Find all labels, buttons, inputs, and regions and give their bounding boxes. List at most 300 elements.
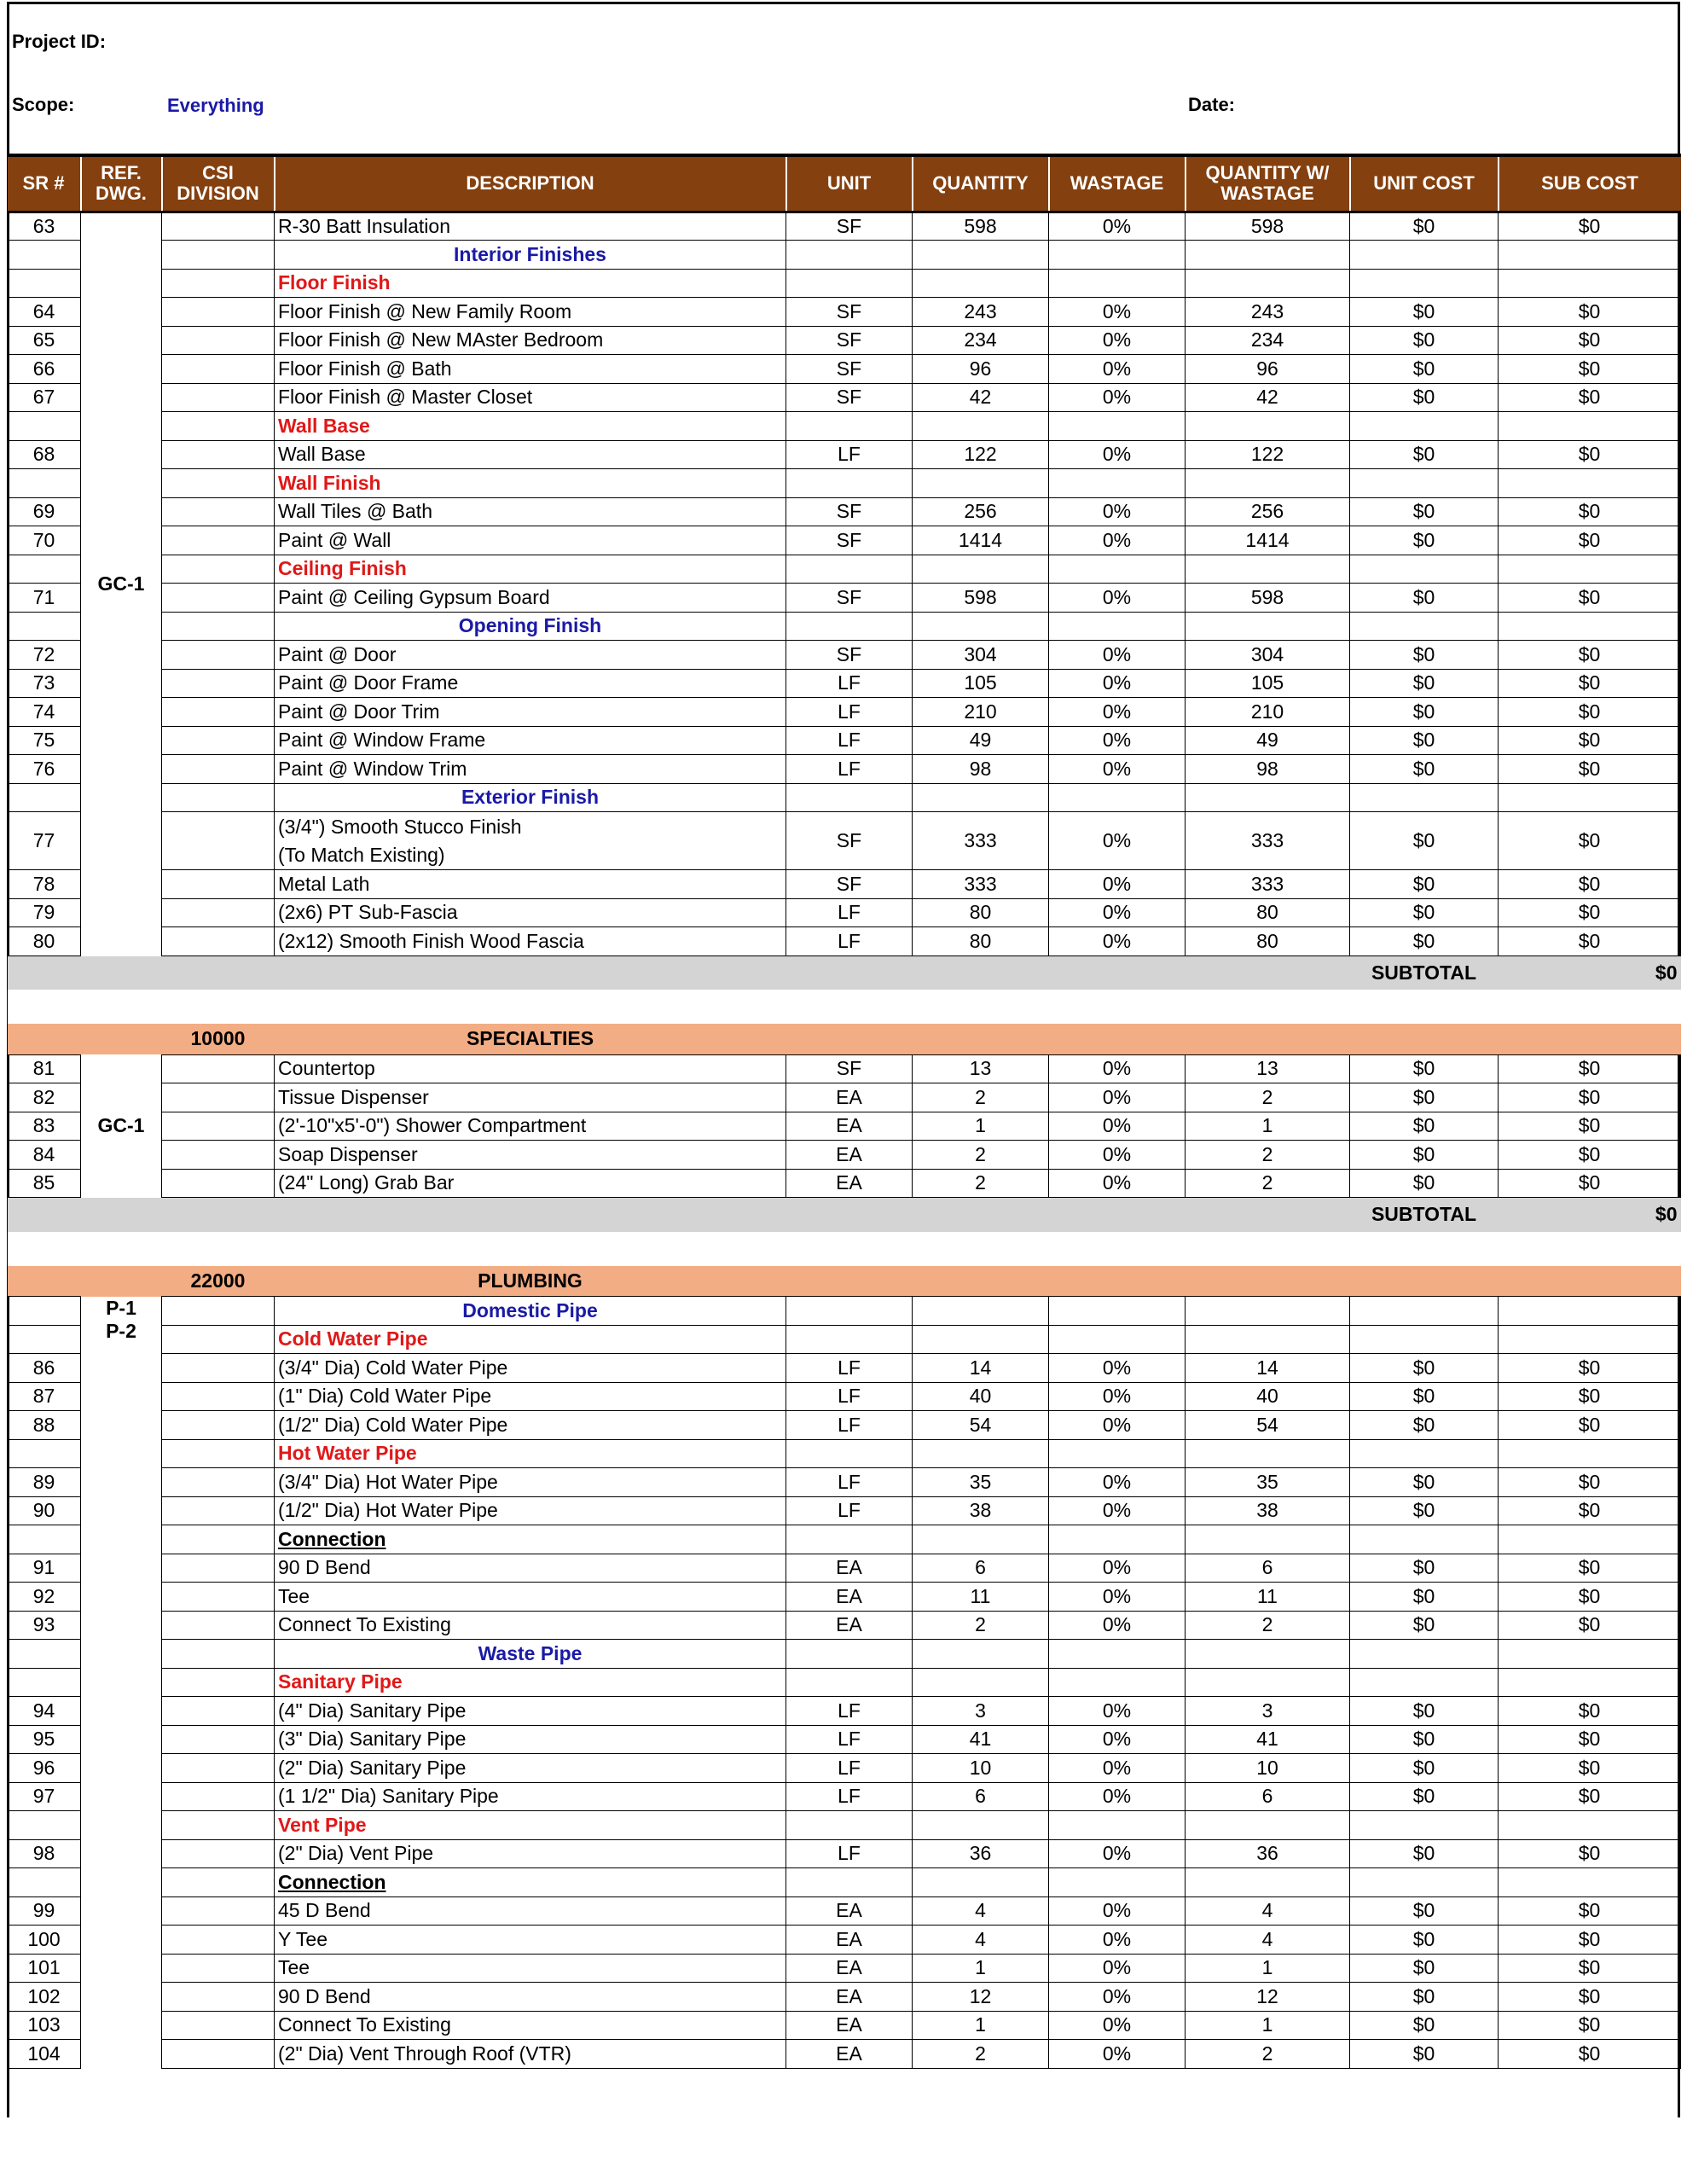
- category-label: [275, 1439, 786, 1468]
- sub-cost-cell: $0: [1499, 1141, 1681, 1170]
- description-text: (4" Dia) Sanitary Pipe: [278, 1699, 467, 1722]
- ref-dwg-label: P-1: [106, 1296, 136, 1319]
- sub-cost-cell: $0: [1499, 927, 1681, 956]
- section-blank: [81, 1266, 162, 1297]
- csi-cell: [162, 241, 275, 270]
- category-label: [275, 1868, 786, 1897]
- description-text: Connection: [278, 1870, 386, 1893]
- table-row: [8, 2011, 1681, 2040]
- subtotal-group: [8, 1198, 1681, 1232]
- subtotal-row: [8, 956, 1681, 990]
- quantity-cell: [913, 469, 1049, 498]
- unit-cost-cell: $0: [1350, 1382, 1499, 1411]
- unit-cost-cell: $0: [1350, 1468, 1499, 1497]
- wastage-cell: 0%: [1049, 669, 1186, 698]
- quantity-cell: 1: [913, 2011, 1049, 2040]
- quantity-w-wastage-cell: [1186, 1525, 1350, 1554]
- unit-cost-cell: $0: [1350, 1697, 1499, 1726]
- quantity-w-wastage-cell: 38: [1186, 1496, 1350, 1525]
- csi-cell: [162, 555, 275, 584]
- quantity-w-wastage-cell: 2: [1186, 1169, 1350, 1198]
- col-quantity-w-wastage: [1186, 155, 1350, 212]
- csi-cell: [162, 1382, 275, 1411]
- description-text: Connect To Existing: [278, 2013, 451, 2036]
- description-cell: [275, 1554, 786, 1583]
- csi-cell: [162, 412, 275, 441]
- wastage-cell: 0%: [1049, 2011, 1186, 2040]
- table-row: [8, 1839, 1681, 1868]
- subtotal-label: SUBTOTAL: [1350, 1198, 1499, 1232]
- sr-cell: [8, 1325, 81, 1354]
- sr-cell: 93: [8, 1611, 81, 1640]
- unit-cell: [786, 1439, 913, 1468]
- sr-cell: 100: [8, 1926, 81, 1955]
- unit-cost-cell: $0: [1350, 669, 1499, 698]
- unit-cost-cell: $0: [1350, 1583, 1499, 1612]
- unit-cell: SF: [786, 812, 913, 870]
- section-blank: [81, 1024, 162, 1054]
- quantity-cell: 80: [913, 927, 1049, 956]
- quantity-w-wastage-cell: 40: [1186, 1382, 1350, 1411]
- sr-cell: 88: [8, 1411, 81, 1440]
- description-cell: [275, 1054, 786, 1083]
- quantity-w-wastage-cell: 13: [1186, 1054, 1350, 1083]
- unit-cell: LF: [786, 1468, 913, 1497]
- csi-cell: [162, 1325, 275, 1354]
- unit-cost-cell: [1350, 469, 1499, 498]
- csi-cell: [162, 726, 275, 755]
- section-blank: [1499, 1024, 1681, 1054]
- unit-cell: [786, 412, 913, 441]
- quantity-cell: 304: [913, 641, 1049, 670]
- sr-cell: [8, 1668, 81, 1697]
- items-group: [8, 1297, 1681, 2069]
- sub-cost-cell: $0: [1499, 526, 1681, 555]
- csi-cell: [162, 469, 275, 498]
- quantity-w-wastage-cell: 234: [1186, 326, 1350, 355]
- description-cell: [275, 1112, 786, 1141]
- category-label: [275, 1668, 786, 1697]
- sub-cost-cell: [1499, 241, 1681, 270]
- section-blank: [1499, 1266, 1681, 1297]
- quantity-cell: 6: [913, 1782, 1049, 1811]
- csi-cell: [162, 1297, 275, 1326]
- table-row: [8, 1141, 1681, 1170]
- sr-cell: 78: [8, 870, 81, 899]
- quantity-w-wastage-cell: 11: [1186, 1583, 1350, 1612]
- quantity-w-wastage-cell: 80: [1186, 898, 1350, 927]
- unit-cost-cell: $0: [1350, 870, 1499, 899]
- description-cell: [275, 1697, 786, 1726]
- sr-cell: 82: [8, 1083, 81, 1112]
- description-cell: [275, 927, 786, 956]
- description-text: Tissue Dispenser: [278, 1085, 429, 1108]
- wastage-cell: [1049, 269, 1186, 298]
- csi-cell: [162, 927, 275, 956]
- description-text: Paint @ Window Frame: [278, 729, 486, 752]
- description-text: Tee: [278, 1956, 310, 1979]
- unit-cell: LF: [786, 726, 913, 755]
- unit-cell: LF: [786, 1725, 913, 1754]
- category-row: [8, 555, 1681, 584]
- sub-cost-cell: $0: [1499, 1983, 1681, 2012]
- quantity-w-wastage-cell: 598: [1186, 584, 1350, 613]
- quantity-cell: [913, 269, 1049, 298]
- wastage-cell: [1049, 1868, 1186, 1897]
- category-row: [8, 1297, 1681, 1326]
- category-label: [275, 783, 786, 812]
- category-label: [275, 1525, 786, 1554]
- unit-cost-cell: $0: [1350, 898, 1499, 927]
- col-quantity: QUANTITY: [913, 155, 1049, 212]
- unit-cell: LF: [786, 1839, 913, 1868]
- sub-cost-cell: $0: [1499, 870, 1681, 899]
- sr-cell: [8, 1868, 81, 1897]
- description-text: 45 D Bend: [278, 1899, 371, 1922]
- section-blank: [786, 1266, 913, 1297]
- table-row: [8, 497, 1681, 526]
- unit-cell: [786, 612, 913, 641]
- table-row: [8, 1926, 1681, 1955]
- sub-cost-cell: $0: [1499, 1839, 1681, 1868]
- sub-cost-cell: $0: [1499, 2040, 1681, 2069]
- description-cell: [275, 726, 786, 755]
- description-text: Paint @ Door Frame: [278, 671, 459, 694]
- sub-cost-cell: $0: [1499, 812, 1681, 870]
- quantity-w-wastage-cell: [1186, 241, 1350, 270]
- unit-cost-cell: $0: [1350, 212, 1499, 241]
- description-cell: [275, 1983, 786, 2012]
- quantity-cell: 54: [913, 1411, 1049, 1440]
- quantity-cell: [913, 1297, 1049, 1326]
- wastage-cell: 0%: [1049, 584, 1186, 613]
- wastage-cell: 0%: [1049, 1725, 1186, 1754]
- csi-cell: [162, 212, 275, 241]
- sr-cell: 103: [8, 2011, 81, 2040]
- csi-cell: [162, 669, 275, 698]
- unit-cell: SF: [786, 584, 913, 613]
- estimate-table: [7, 154, 1681, 2069]
- sub-cost-cell: $0: [1499, 383, 1681, 412]
- description-text: (3/4") Smooth Stucco Finish: [278, 815, 522, 838]
- wastage-cell: 0%: [1049, 1354, 1186, 1383]
- description-text: R-30 Batt Insulation: [278, 214, 451, 237]
- csi-cell: [162, 383, 275, 412]
- section-blank: [913, 1266, 1049, 1297]
- sub-cost-cell: $0: [1499, 726, 1681, 755]
- unit-cost-cell: $0: [1350, 1926, 1499, 1955]
- quantity-w-wastage-cell: [1186, 1325, 1350, 1354]
- quantity-w-wastage-cell: 49: [1186, 726, 1350, 755]
- description-text: Paint @ Window Trim: [278, 757, 467, 780]
- category-row: [8, 241, 1681, 270]
- sub-cost-cell: [1499, 1640, 1681, 1669]
- csi-cell: [162, 440, 275, 469]
- unit-cost-cell: $0: [1350, 1611, 1499, 1640]
- section-header-row: [8, 1024, 1681, 1054]
- csi-cell: [162, 612, 275, 641]
- sub-cost-cell: $0: [1499, 2011, 1681, 2040]
- unit-cost-cell: $0: [1350, 641, 1499, 670]
- col-ref-dwg-label: REF. DWG.: [96, 162, 147, 205]
- wastage-cell: 0%: [1049, 440, 1186, 469]
- description-text: (1/2" Dia) Hot Water Pipe: [278, 1499, 498, 1522]
- unit-cell: EA: [786, 1083, 913, 1112]
- wastage-cell: 0%: [1049, 526, 1186, 555]
- unit-cost-cell: $0: [1350, 1496, 1499, 1525]
- sub-cost-cell: [1499, 612, 1681, 641]
- csi-cell: [162, 698, 275, 727]
- sub-cost-cell: $0: [1499, 1954, 1681, 1983]
- quantity-w-wastage-cell: 105: [1186, 669, 1350, 698]
- quantity-cell: 4: [913, 1896, 1049, 1926]
- table-row: [8, 898, 1681, 927]
- description-cell: [275, 440, 786, 469]
- description-cell: [275, 584, 786, 613]
- unit-cost-cell: $0: [1350, 1141, 1499, 1170]
- quantity-cell: [913, 1525, 1049, 1554]
- description-cell: [275, 1382, 786, 1411]
- description-text: (3" Dia) Sanitary Pipe: [278, 1728, 467, 1751]
- quantity-w-wastage-cell: 210: [1186, 698, 1350, 727]
- unit-cell: LF: [786, 1382, 913, 1411]
- sub-cost-cell: $0: [1499, 1083, 1681, 1112]
- category-row: [8, 1325, 1681, 1354]
- sr-cell: [8, 1811, 81, 1840]
- unit-cost-cell: $0: [1350, 383, 1499, 412]
- wastage-cell: [1049, 1439, 1186, 1468]
- unit-cell: EA: [786, 1983, 913, 2012]
- sr-cell: 91: [8, 1554, 81, 1583]
- col-unit-cost: UNIT COST: [1350, 155, 1499, 212]
- section-blank: [8, 1266, 81, 1297]
- unit-cost-cell: [1350, 412, 1499, 441]
- quantity-w-wastage-cell: 98: [1186, 755, 1350, 784]
- quantity-cell: [913, 412, 1049, 441]
- quantity-w-wastage-cell: [1186, 1811, 1350, 1840]
- sub-cost-cell: $0: [1499, 1697, 1681, 1726]
- wastage-cell: 0%: [1049, 1411, 1186, 1440]
- csi-cell: [162, 898, 275, 927]
- wastage-cell: [1049, 1525, 1186, 1554]
- unit-cost-cell: [1350, 1640, 1499, 1669]
- unit-cost-cell: $0: [1350, 1354, 1499, 1383]
- sub-cost-cell: $0: [1499, 1896, 1681, 1926]
- description-text: (3/4" Dia) Hot Water Pipe: [278, 1470, 498, 1493]
- quantity-cell: 49: [913, 726, 1049, 755]
- wastage-cell: 0%: [1049, 1054, 1186, 1083]
- wastage-cell: 0%: [1049, 1554, 1186, 1583]
- csi-cell: [162, 497, 275, 526]
- unit-cell: LF: [786, 755, 913, 784]
- subtotal-blank: [8, 1198, 1350, 1232]
- quantity-w-wastage-cell: 3: [1186, 1697, 1350, 1726]
- quantity-w-wastage-cell: 6: [1186, 1554, 1350, 1583]
- category-row: [8, 783, 1681, 812]
- sr-cell: 79: [8, 898, 81, 927]
- description-text: Y Tee: [278, 1927, 328, 1950]
- table-row: [8, 1583, 1681, 1612]
- category-row: [8, 1868, 1681, 1897]
- wastage-cell: [1049, 1668, 1186, 1697]
- description-text: Paint @ Door: [278, 642, 397, 665]
- subtotal-value: $0: [1499, 1198, 1681, 1232]
- col-description: DESCRIPTION: [275, 155, 786, 212]
- description-cell: [275, 1611, 786, 1640]
- quantity-cell: 6: [913, 1554, 1049, 1583]
- unit-cost-cell: $0: [1350, 326, 1499, 355]
- sr-cell: 98: [8, 1839, 81, 1868]
- unit-cell: EA: [786, 2040, 913, 2069]
- section-blank: [913, 1024, 1049, 1054]
- wastage-cell: [1049, 612, 1186, 641]
- wastage-cell: [1049, 469, 1186, 498]
- wastage-cell: [1049, 555, 1186, 584]
- quantity-cell: 14: [913, 1354, 1049, 1383]
- table-row: [8, 1468, 1681, 1497]
- quantity-w-wastage-cell: 4: [1186, 1926, 1350, 1955]
- csi-cell: [162, 1611, 275, 1640]
- sr-cell: [8, 555, 81, 584]
- wastage-cell: 0%: [1049, 1468, 1186, 1497]
- sub-cost-cell: $0: [1499, 698, 1681, 727]
- unit-cell: LF: [786, 1697, 913, 1726]
- sr-cell: 85: [8, 1169, 81, 1198]
- sub-cost-cell: $0: [1499, 355, 1681, 384]
- col-csi-division: [162, 155, 275, 212]
- table-row: [8, 1896, 1681, 1926]
- spacer-cell: [8, 1232, 1681, 1266]
- category-row: [8, 1525, 1681, 1554]
- description-text: Connect To Existing: [278, 1613, 451, 1636]
- quantity-w-wastage-cell: 256: [1186, 497, 1350, 526]
- description-cell: [275, 298, 786, 327]
- sub-cost-cell: $0: [1499, 1611, 1681, 1640]
- sub-cost-cell: $0: [1499, 898, 1681, 927]
- sr-cell: 70: [8, 526, 81, 555]
- unit-cell: LF: [786, 898, 913, 927]
- quantity-w-wastage-cell: [1186, 269, 1350, 298]
- category-row: [8, 612, 1681, 641]
- description-cell: [275, 1896, 786, 1926]
- category-label: [275, 1325, 786, 1354]
- csi-cell: [162, 1141, 275, 1170]
- sub-cost-cell: $0: [1499, 755, 1681, 784]
- quantity-w-wastage-cell: 2: [1186, 1611, 1350, 1640]
- quantity-w-wastage-cell: [1186, 1668, 1350, 1697]
- ref-dwg-label: GC-1: [97, 1114, 145, 1137]
- description-text: (2x6) PT Sub-Fascia: [278, 901, 458, 924]
- subtotal-group: [8, 956, 1681, 990]
- sr-cell: 69: [8, 497, 81, 526]
- unit-cost-cell: $0: [1350, 927, 1499, 956]
- quantity-w-wastage-cell: 1: [1186, 1112, 1350, 1141]
- sr-cell: 76: [8, 755, 81, 784]
- wastage-cell: [1049, 1811, 1186, 1840]
- quantity-cell: [913, 1640, 1049, 1669]
- description-text: Floor Finish @ New MAster Bedroom: [278, 328, 604, 351]
- items-group: [8, 212, 1681, 956]
- unit-cost-cell: $0: [1350, 1725, 1499, 1754]
- description-text: Interior Finishes: [454, 242, 606, 265]
- sr-cell: [8, 269, 81, 298]
- description-text: Wall Base: [278, 414, 370, 437]
- unit-cell: EA: [786, 1583, 913, 1612]
- csi-cell: [162, 326, 275, 355]
- quantity-w-wastage-cell: 4: [1186, 1896, 1350, 1926]
- unit-cost-cell: [1350, 1668, 1499, 1697]
- table-row: [8, 383, 1681, 412]
- sr-cell: 84: [8, 1141, 81, 1170]
- description-cell: [275, 898, 786, 927]
- description-cell: [275, 755, 786, 784]
- description-text: 90 D Bend: [278, 1556, 371, 1579]
- project-id-label: Project ID:: [12, 31, 107, 52]
- sub-cost-cell: $0: [1499, 1054, 1681, 1083]
- wastage-cell: 0%: [1049, 812, 1186, 870]
- description-text: Waste Pipe: [478, 1641, 583, 1664]
- description-cell: [275, 698, 786, 727]
- quantity-cell: 3: [913, 1697, 1049, 1726]
- csi-cell: [162, 1354, 275, 1383]
- category-row: [8, 469, 1681, 498]
- description-text: (2x12) Smooth Finish Wood Fascia: [278, 929, 584, 952]
- quantity-w-wastage-cell: [1186, 469, 1350, 498]
- section-spacer: [8, 990, 1681, 1024]
- wastage-cell: 0%: [1049, 1083, 1186, 1112]
- section-group: [8, 1232, 1681, 1297]
- description-cell: [275, 1354, 786, 1383]
- description-text: Metal Lath: [278, 872, 370, 895]
- sr-cell: 64: [8, 298, 81, 327]
- csi-cell: [162, 1554, 275, 1583]
- unit-cost-cell: [1350, 783, 1499, 812]
- quantity-cell: 11: [913, 1583, 1049, 1612]
- table-row: [8, 927, 1681, 956]
- sr-cell: 99: [8, 1896, 81, 1926]
- unit-cost-cell: $0: [1350, 1411, 1499, 1440]
- csi-cell: [162, 755, 275, 784]
- quantity-w-wastage-cell: 598: [1186, 212, 1350, 241]
- csi-cell: [162, 526, 275, 555]
- description-text: Wall Tiles @ Bath: [278, 500, 432, 523]
- description-cell: [275, 326, 786, 355]
- description-cell: [275, 2011, 786, 2040]
- wastage-cell: 0%: [1049, 1583, 1186, 1612]
- unit-cost-cell: $0: [1350, 526, 1499, 555]
- table-row: [8, 526, 1681, 555]
- description-text: (1/2" Dia) Cold Water Pipe: [278, 1413, 508, 1436]
- sub-cost-cell: [1499, 1525, 1681, 1554]
- quantity-w-wastage-cell: 96: [1186, 355, 1350, 384]
- csi-cell: [162, 1083, 275, 1112]
- wastage-cell: 0%: [1049, 1611, 1186, 1640]
- wastage-cell: 0%: [1049, 726, 1186, 755]
- unit-cell: EA: [786, 1611, 913, 1640]
- description-cell: [275, 1169, 786, 1198]
- unit-cell: LF: [786, 1754, 913, 1783]
- sr-cell: 86: [8, 1354, 81, 1383]
- category-row: [8, 1811, 1681, 1840]
- sub-cost-cell: [1499, 1668, 1681, 1697]
- quantity-w-wastage-cell: 1414: [1186, 526, 1350, 555]
- quantity-cell: [913, 783, 1049, 812]
- csi-cell: [162, 1640, 275, 1669]
- category-label: [275, 1297, 786, 1326]
- category-row: [8, 1640, 1681, 1669]
- description-text: Floor Finish: [278, 271, 391, 294]
- csi-cell: [162, 1525, 275, 1554]
